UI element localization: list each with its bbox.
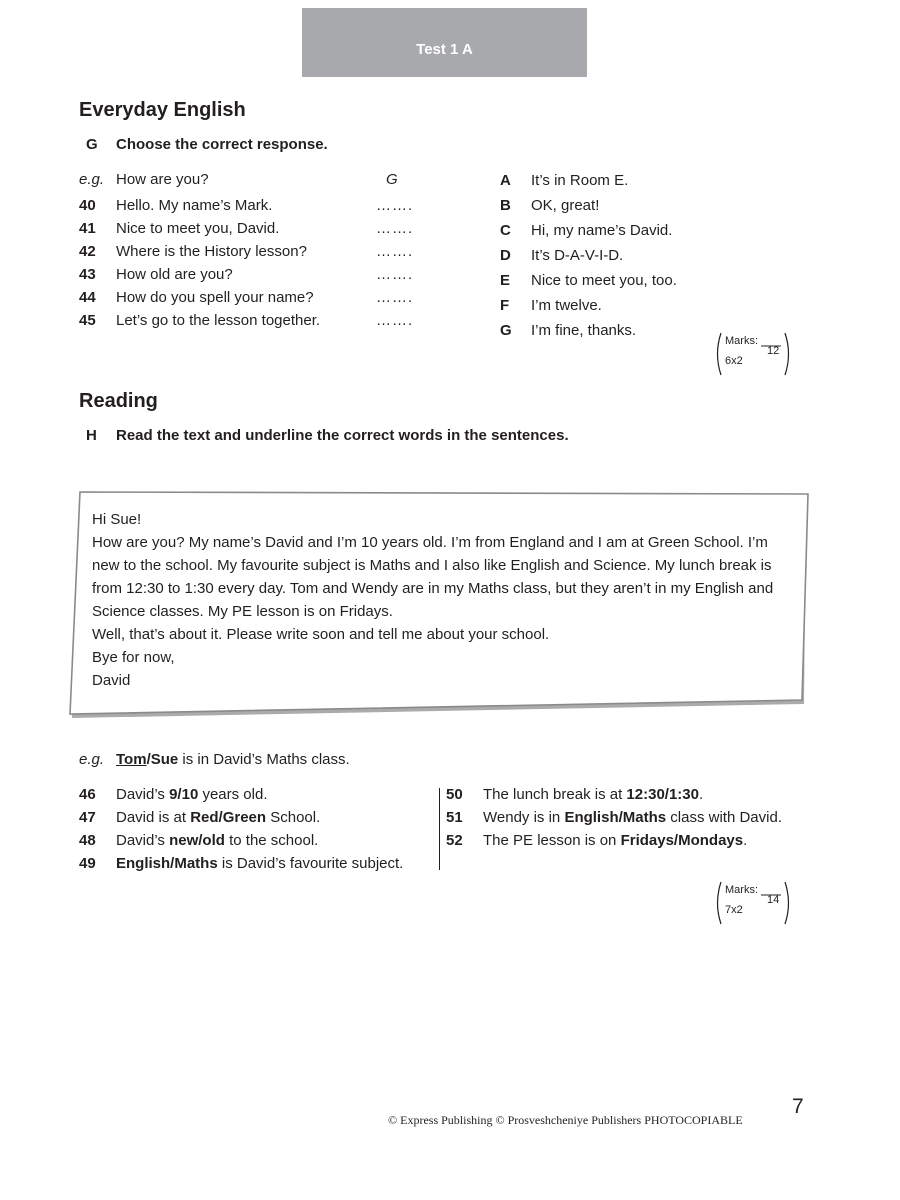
letter-line: new to the school. My favourite subject is Maths and I also like English and Science. My lunch break is xyxy=(92,557,772,574)
example-label: e.g. xyxy=(79,751,105,768)
marks-label: Marks: xyxy=(725,335,758,347)
answer-blank[interactable]: ……. xyxy=(376,197,414,214)
word-options[interactable]: Red/Green xyxy=(190,809,267,826)
word-options[interactable]: English/Maths xyxy=(116,855,218,872)
sentence-number: 47 xyxy=(79,809,96,826)
copyright-footer: © Express Publishing © Prosveshcheniye Publishers PHOTOCOPIABLE xyxy=(388,1113,743,1127)
letter-line: David xyxy=(92,672,131,689)
sentence-text xyxy=(116,751,350,768)
sentence-number: 50 xyxy=(446,786,463,803)
letter-line: Bye for now, xyxy=(92,649,175,666)
word-options[interactable]: 9/10 xyxy=(169,786,199,803)
sentence-rest: is in David’s Maths class. xyxy=(178,751,350,768)
sentence-number: 46 xyxy=(79,786,96,803)
word-option: Sue xyxy=(150,751,179,768)
sentence-pre: The lunch break is at xyxy=(483,786,627,803)
marks-total: 14 xyxy=(767,894,780,906)
marks-total: 12 xyxy=(767,345,780,357)
response-letter: G xyxy=(500,322,512,339)
answer-blank[interactable]: ……. xyxy=(376,289,414,306)
answer-blank[interactable]: ……. xyxy=(376,220,414,237)
response-text: Hi, my name’s David. xyxy=(531,222,673,239)
answer-blank[interactable]: ……. xyxy=(376,266,414,283)
instruction-text: Read the text and underline the correct words in the sentences. xyxy=(116,427,569,444)
question-number: 40 xyxy=(79,197,96,214)
response-text: It’s in Room E. xyxy=(531,172,629,189)
page-number: 7 xyxy=(792,1095,804,1118)
instruction-letter: H xyxy=(86,427,97,444)
sentence-text xyxy=(483,786,703,803)
sentence-text xyxy=(116,832,318,849)
example-answer: G xyxy=(386,171,398,188)
response-letter: D xyxy=(500,247,511,264)
response-letter: A xyxy=(500,172,511,189)
response-letter: F xyxy=(500,297,510,314)
option-separator: / xyxy=(146,751,151,768)
word-options[interactable]: English/Maths xyxy=(564,809,667,826)
question-text: How are you? xyxy=(116,171,209,188)
sentence-text xyxy=(116,809,320,826)
word-options[interactable]: Fridays/Mondays xyxy=(620,832,744,849)
question-text: Let’s go to the lesson together. xyxy=(116,312,321,329)
response-letter: C xyxy=(500,222,511,239)
example-label: e.g. xyxy=(79,171,105,188)
question-text: Hello. My name’s Mark. xyxy=(116,197,273,214)
instruction-g xyxy=(86,136,328,153)
sentence-text xyxy=(116,786,268,803)
sentence-post: to the school. xyxy=(224,832,319,849)
response-text: I’m fine, thanks. xyxy=(531,322,637,339)
sentence-pre: David’s xyxy=(116,832,170,849)
marks-multiplier: 7x2 xyxy=(725,904,743,916)
marks-multiplier: 6x2 xyxy=(725,355,743,367)
question-text: How do you spell your name? xyxy=(116,289,314,306)
question-text: Nice to meet you, David. xyxy=(116,220,280,237)
response-text: I’m twelve. xyxy=(531,297,602,314)
marks-box xyxy=(713,331,793,377)
sentence-text xyxy=(116,855,403,872)
test-title-tab: Test 1 A xyxy=(302,8,587,77)
response-text: OK, great! xyxy=(531,197,600,214)
column-divider xyxy=(439,788,440,870)
instruction-h xyxy=(86,427,569,444)
response-text: Nice to meet you, too. xyxy=(531,272,677,289)
answer-blank[interactable]: ……. xyxy=(376,243,414,260)
sentence-post: . xyxy=(698,786,704,803)
sentence-number: 52 xyxy=(446,832,463,849)
letter-line: Science classes. My PE lesson is on Fridays. xyxy=(92,603,393,620)
sentence-post: is David’s favourite subject. xyxy=(217,855,404,872)
sentence-number: 48 xyxy=(79,832,96,849)
question-number: 45 xyxy=(79,312,96,329)
word-options[interactable]: 12:30/1:30 xyxy=(626,786,699,803)
instruction-letter: G xyxy=(86,136,98,153)
sentence-pre: David is at xyxy=(116,809,191,826)
question-number: 43 xyxy=(79,266,96,283)
word-options[interactable]: new/old xyxy=(169,832,225,849)
question-number: 44 xyxy=(79,289,96,306)
letter-line: Hi Sue! xyxy=(92,511,142,528)
sentence-post: School. xyxy=(266,809,321,826)
letter-box xyxy=(68,490,813,722)
letter-line: Well, that’s about it. Please write soon and tell me about your school. xyxy=(92,626,550,643)
sentence-pre: The PE lesson is on xyxy=(483,832,621,849)
response-letter: E xyxy=(500,272,511,289)
marks-box xyxy=(713,880,793,926)
underlined-option: Tom xyxy=(116,751,147,768)
sentence-post: years old. xyxy=(198,786,268,803)
letter-text xyxy=(92,508,797,692)
response-letter: B xyxy=(500,197,511,214)
answer-blank[interactable]: ……. xyxy=(376,312,414,329)
sentence-pre: Wendy is in xyxy=(483,809,565,826)
sentence-pre: David’s xyxy=(116,786,170,803)
section-title-everyday-english: Everyday English xyxy=(79,99,246,121)
question-number: 41 xyxy=(79,220,96,237)
instruction-text: Choose the correct response. xyxy=(116,136,328,153)
question-number: 42 xyxy=(79,243,96,260)
sentence-post: class with David. xyxy=(666,809,782,826)
section-title-reading: Reading xyxy=(79,390,158,412)
sentence-text xyxy=(483,832,747,849)
response-text: It’s D-A-V-I-D. xyxy=(531,247,624,264)
sentence-number: 51 xyxy=(446,809,463,826)
sentence-number: 49 xyxy=(79,855,96,872)
question-text: How old are you? xyxy=(116,266,233,283)
letter-line: How are you? My name’s David and I’m 10 years old. I’m from England and I am at Green School. I’m xyxy=(92,534,768,551)
question-text: Where is the History lesson? xyxy=(116,243,307,260)
marks-label: Marks: xyxy=(725,884,758,896)
sentence-post: . xyxy=(743,832,748,849)
sentence-text xyxy=(483,809,782,826)
letter-line: from 12:30 to 1:30 every day. Tom and Wendy are in my Maths class, but they aren’t in my English and xyxy=(92,580,774,597)
